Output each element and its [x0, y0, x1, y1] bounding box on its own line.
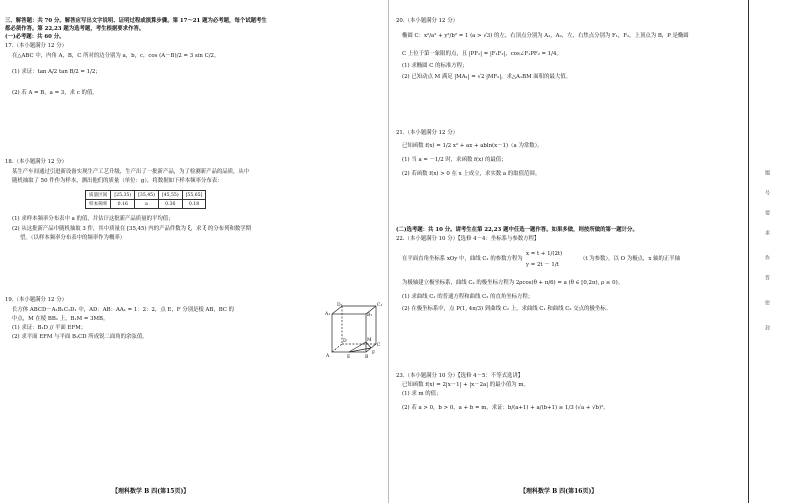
required-header: (一)必考题：共 60 分。 [5, 34, 65, 40]
figure-label: D₁ [337, 303, 343, 308]
right-page-footer: 【理科数学 B 四(第16页)】 [520, 488, 598, 495]
sidebar-label: 作 [764, 255, 770, 260]
q19-line2: 中点，M 在棱 BB₁ 上，B₁M = 3MB。 [12, 316, 109, 322]
q19-title: 19.（本小题满分 12 分） [5, 297, 67, 303]
q17-line3: (2) 若 A = B，a = 3，求 c 的值。 [12, 90, 98, 96]
table-row [86, 191, 206, 200]
q20-line4: (2) 已知动点 M 满足 |MA₁| = √2 |MF₂|，求△A₁BM 面积的最大值。 [402, 74, 572, 80]
q17-title: 17.（本小题满分 12 分） [5, 43, 67, 49]
q17-line2: (1) 求证：tan A/2 tan B/2 = 1/2； [12, 69, 101, 75]
q18-line4: (2) 从这批新产品中随机抽取 3 件，其中质量在 [35,45) 内的产品件数为 ξ，求 ξ 的分布列和数学期 [12, 226, 252, 232]
optional-header: (二)选考题：共 10 分。请考生在第 22,23 题中任选一题作答。如果多做，则按所做的第一题计分。 [396, 227, 638, 233]
q20-title: 20.（本小题满分 12 分） [396, 18, 458, 24]
q23-line2: (1) 求 m 的值； [402, 391, 442, 397]
table-cell: [35,45) [135, 191, 159, 200]
table-cell: [45,55) [158, 191, 182, 200]
sidebar-label: 要 [764, 210, 770, 215]
q22-title: 22.（本小题满分 10 分）【选修 4－4：坐标系与参数方程】 [396, 236, 540, 242]
q21-line2: (1) 当 a = －1/2 时，求函数 f(x) 的最值； [402, 157, 507, 163]
section3-header: 三、解答题：共 70 分。解答应写出文字说明、证明过程或演算步骤。第 17～21 题为必考题，每个试题考生 [5, 18, 267, 24]
q22-line4: (2) 在极坐标系中，点 P(1, 4π/3) 到曲线 C₂ 上，求曲线 C₁ 和曲线 C₂ 交点的极坐标。 [402, 306, 611, 312]
q18-title: 18.（本小题满分 12 分） [5, 159, 67, 165]
figure-label: E [347, 355, 351, 360]
figure-label: A [326, 354, 330, 359]
sidebar-label: 封 [764, 325, 770, 330]
q22-line3: (1) 求曲线 C₁ 的普通方程和曲线 C₂ 的直角坐标方程； [402, 294, 534, 300]
q19-line4: (2) 求平面 EFM 与平面 B₁CD 所成锐二面角的余弦值。 [12, 334, 148, 340]
right-column [390, 0, 740, 503]
q22-param1: x = t + 1/(2t) [526, 251, 563, 257]
table-cell: [25,35) [111, 191, 135, 200]
sidebar-label: 求 [764, 230, 770, 235]
q22-line2: 为极轴建立极坐标系，曲线 C₂ 的极坐标方程为 2ρcos(θ + π/6) = a (θ ∈ [0,2π), ρ ≥ 0)。 [402, 280, 624, 286]
figure-label: M [367, 338, 372, 343]
table-cell: 0.18 [182, 200, 206, 209]
binding-margin [744, 0, 794, 503]
q22-line1: 在平面直角坐标系 xOy 中，曲线 C₁ 的参数方程为 [402, 256, 523, 262]
q21-title: 21.（本小题满分 12 分） [396, 130, 458, 136]
figure-label: A₁ [325, 312, 331, 317]
q21-line3: (2) 若函数 f(x) > 0 在 x 上成立，求实数 a 的取值范围。 [402, 171, 541, 177]
q23-title: 23.（本小题满分 10 分）【选修 4－5：不等式选讲】 [396, 373, 524, 379]
q18-line5: 望。（以样本频率分布表中的频率作为概率） [20, 235, 126, 241]
cuboid-figure [322, 302, 382, 362]
q20-line1: 椭圆 C：x²/a² + y²/b² = 1 (a > √3) 的左、右顶点分别为 A₁，A₂，左、右焦点分别为 F₁，F₂，上顶点为 B，P 是椭圆 [402, 33, 689, 39]
column-divider [388, 0, 389, 503]
figure-label: B₁ [367, 313, 373, 318]
q19-line1: 长方体 ABCD－A₁B₁C₁D₁ 中，AD：AB：AA₁ = 1：2：2，点 E，F 分别是棱 AB，BC 的 [12, 307, 235, 313]
figure-label: F [372, 351, 376, 356]
q18-line2: 随机抽取了 50 件作为样本，测出他们的质量（单位：g），将数据如下样本频率分布表： [12, 178, 223, 184]
sidebar-label: 答 [764, 275, 770, 280]
table-row [86, 200, 206, 209]
left-page-footer: 【理科数学 B 四(第15页)】 [112, 488, 190, 495]
table-cell: a [135, 200, 159, 209]
figure-label: B [365, 355, 369, 360]
sidebar-label: 号 [764, 190, 770, 195]
table-cell: 0.36 [158, 200, 182, 209]
sidebar-label: 密 [764, 300, 770, 305]
left-column [0, 0, 388, 503]
binding-line [748, 0, 749, 503]
q17-line1: 在△ABC 中，内角 A，B，C 所对的边分别为 a，b，c，cos (A－B)/2 = 3 sin C/2。 [12, 53, 220, 59]
q21-line1: 已知函数 f(x) = 1/2 x² + ax + abln(x－1)（a 为常数）。 [402, 143, 543, 149]
figure-label: C [377, 343, 381, 348]
section3-header-2: 都必须作答。第 22,23 题为选考题，考生根据要求作答。 [5, 26, 145, 32]
table-cell: [55,65] [182, 191, 206, 200]
table-cell: 样本频率 [86, 200, 111, 209]
q19-line3: (1) 求证：B₁D // 平面 EFM； [12, 325, 87, 331]
figure-label: D [343, 339, 347, 344]
q20-line2: C 上位于第一象限的点，且 |PF₁| = |F₁F₂|，cos∠F₁PF₂ = 1/4。 [402, 51, 562, 57]
q18-line1: 某生产车间通过引进新设备实现生产工艺升级，生产出了一批新产品，为了检测新产品的品质，从中 [12, 169, 250, 175]
q22-line1b: （t 为参数）。以 O 为极点，x 轴的正半轴 [580, 256, 681, 262]
q20-line3: (1) 求椭圆 C 的标准方程； [402, 63, 468, 69]
frequency-table [85, 190, 206, 209]
q23-line1: 已知函数 f(x) = 2|x－1| + |x－2a| 的最小值为 m。 [402, 382, 529, 388]
q18-line3: (1) 求样本频率分布表中 a 的值，并估计这批新产品质量的平均值； [12, 216, 174, 222]
sidebar-label: 题 [764, 170, 770, 175]
figure-label: C₁ [377, 303, 382, 308]
q22-param2: y = 2t － 1/t [526, 262, 559, 268]
table-cell: 质量区间 [86, 191, 111, 200]
table-cell: 0.16 [111, 200, 135, 209]
q23-line3: (2) 若 a > 0，b > 0，a + b = m，求证：b/(a+1) + a/(b+1) ≥ 1/3 (√a + √b)²。 [402, 405, 609, 411]
